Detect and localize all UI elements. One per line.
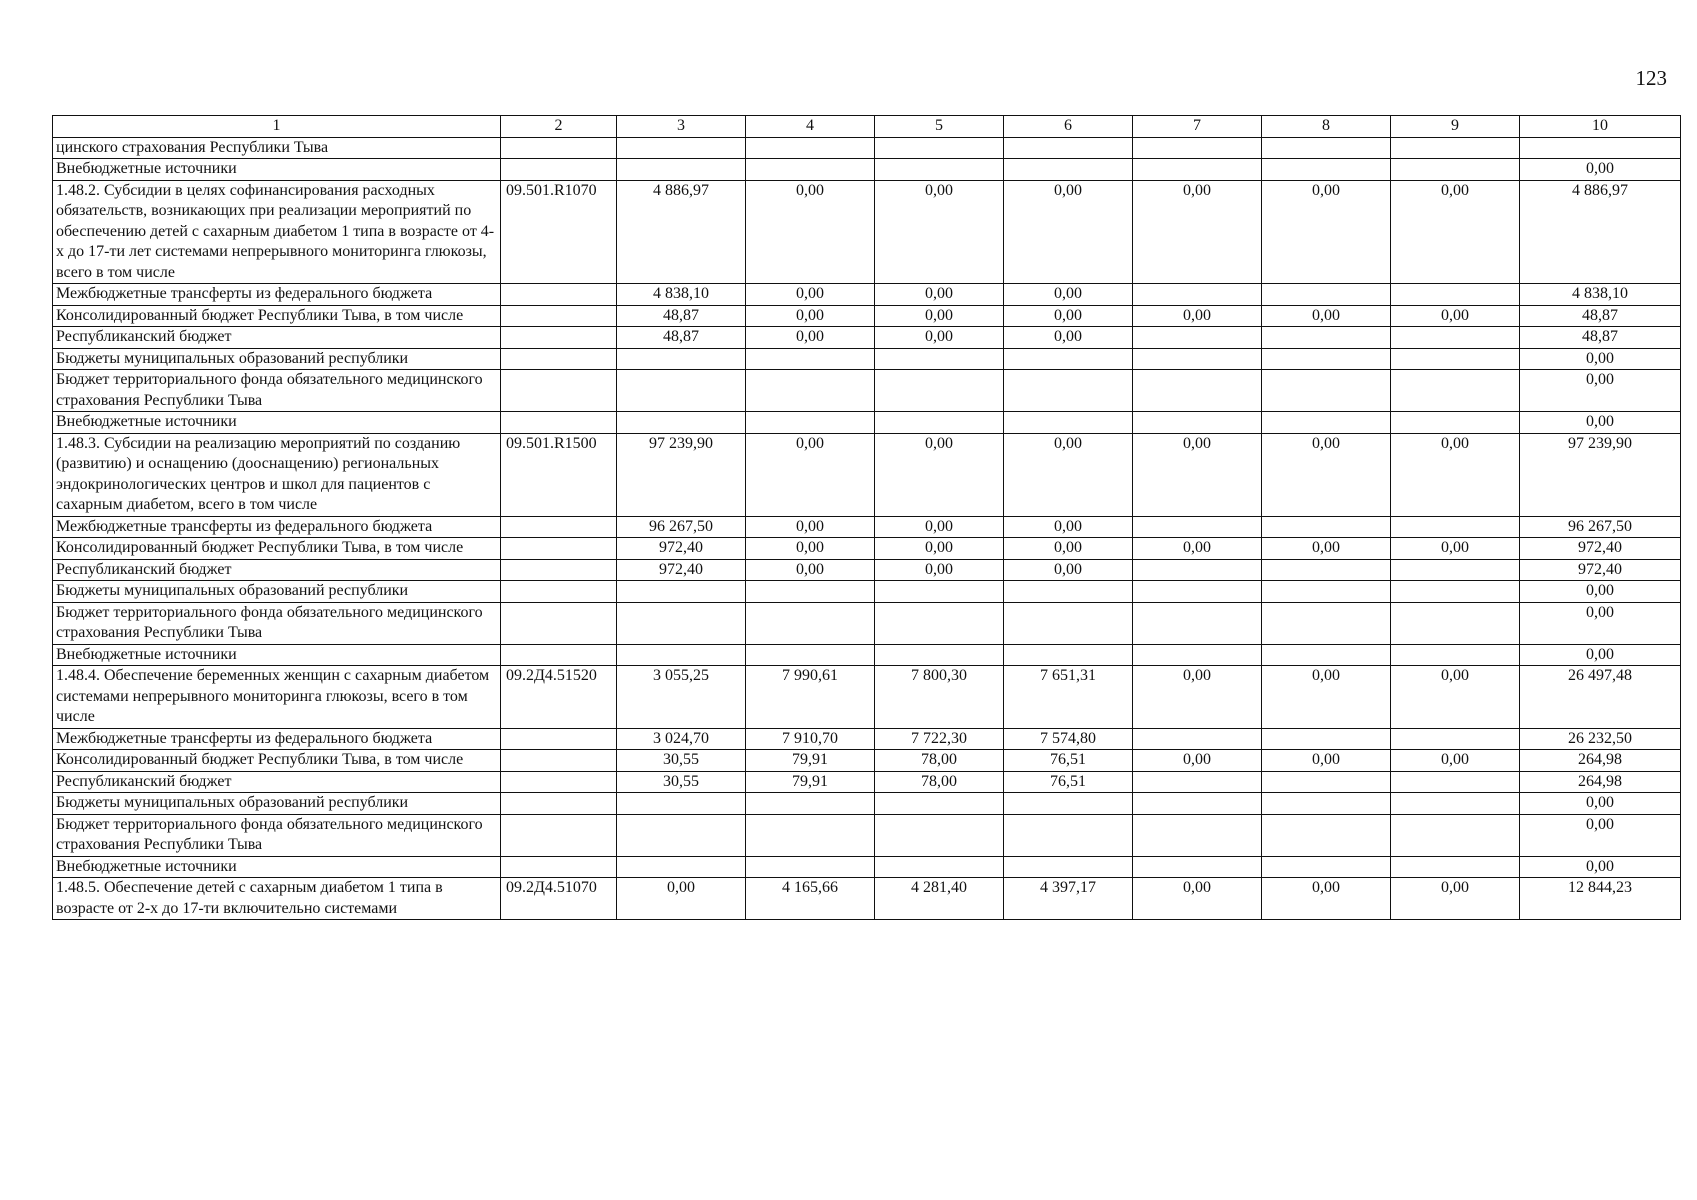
total-cell: 264,98: [1520, 771, 1681, 793]
value-cell: [1262, 516, 1391, 538]
value-cell: 7 990,61: [746, 666, 875, 729]
value-cell: [1262, 137, 1391, 159]
code-cell: [501, 327, 617, 349]
table-body: [53, 137, 1681, 920]
value-cell: [875, 370, 1004, 412]
table-row: [53, 327, 1681, 349]
value-cell: [1391, 856, 1520, 878]
value-cell: [1133, 728, 1262, 750]
value-cell: 0,00: [875, 559, 1004, 581]
page-number: 123: [1635, 66, 1667, 90]
value-cell: [1391, 602, 1520, 644]
total-cell: 264,98: [1520, 750, 1681, 772]
value-cell: [1004, 581, 1133, 603]
value-cell: [1262, 644, 1391, 666]
value-cell: 0,00: [746, 305, 875, 327]
value-cell: 48,87: [617, 327, 746, 349]
value-cell: [1391, 412, 1520, 434]
value-cell: [746, 412, 875, 434]
value-cell: 0,00: [1133, 433, 1262, 516]
value-cell: 0,00: [746, 516, 875, 538]
value-cell: 0,00: [1391, 750, 1520, 772]
description-cell: Консолидированный бюджет Республики Тыва, в том числе: [53, 750, 501, 772]
value-cell: [1133, 137, 1262, 159]
value-cell: [1262, 771, 1391, 793]
column-header: 3: [617, 116, 746, 138]
value-cell: 0,00: [1262, 750, 1391, 772]
value-cell: [1133, 348, 1262, 370]
code-cell: [501, 412, 617, 434]
value-cell: 7 574,80: [1004, 728, 1133, 750]
value-cell: [617, 793, 746, 815]
value-cell: [1262, 728, 1391, 750]
value-cell: 0,00: [1262, 433, 1391, 516]
value-cell: [1262, 412, 1391, 434]
value-cell: 0,00: [1004, 284, 1133, 306]
total-cell: 26 232,50: [1520, 728, 1681, 750]
total-cell: 0,00: [1520, 814, 1681, 856]
value-cell: [1004, 793, 1133, 815]
value-cell: 0,00: [617, 878, 746, 920]
total-cell: 0,00: [1520, 412, 1681, 434]
value-cell: [1391, 327, 1520, 349]
description-cell: Межбюджетные трансферты из федерального бюджета: [53, 284, 501, 306]
description-cell: Межбюджетные трансферты из федерального бюджета: [53, 516, 501, 538]
value-cell: [875, 793, 1004, 815]
value-cell: 78,00: [875, 771, 1004, 793]
value-cell: 972,40: [617, 559, 746, 581]
table-row: [53, 305, 1681, 327]
value-cell: 0,00: [1262, 538, 1391, 560]
table-row: [53, 750, 1681, 772]
value-cell: [1133, 559, 1262, 581]
value-cell: [1004, 814, 1133, 856]
total-cell: 48,87: [1520, 327, 1681, 349]
value-cell: 0,00: [875, 538, 1004, 560]
code-cell: 09.2Д4.51520: [501, 666, 617, 729]
total-cell: 96 267,50: [1520, 516, 1681, 538]
code-cell: [501, 602, 617, 644]
value-cell: [1133, 602, 1262, 644]
value-cell: [746, 856, 875, 878]
value-cell: 0,00: [1133, 305, 1262, 327]
code-cell: 09.501.R1500: [501, 433, 617, 516]
value-cell: [746, 793, 875, 815]
value-cell: 0,00: [1262, 305, 1391, 327]
value-cell: 7 722,30: [875, 728, 1004, 750]
description-cell: Республиканский бюджет: [53, 327, 501, 349]
description-cell: Консолидированный бюджет Республики Тыва, в том числе: [53, 305, 501, 327]
budget-table: [52, 115, 1681, 920]
value-cell: 0,00: [1133, 750, 1262, 772]
value-cell: [1262, 581, 1391, 603]
value-cell: 0,00: [875, 180, 1004, 284]
value-cell: 30,55: [617, 771, 746, 793]
value-cell: [1262, 856, 1391, 878]
value-cell: 79,91: [746, 771, 875, 793]
value-cell: [1004, 159, 1133, 181]
value-cell: 30,55: [617, 750, 746, 772]
value-cell: [1133, 814, 1262, 856]
value-cell: 0,00: [1262, 180, 1391, 284]
description-cell: Внебюджетные источники: [53, 412, 501, 434]
value-cell: 4 886,97: [617, 180, 746, 284]
value-cell: [617, 137, 746, 159]
total-cell: 12 844,23: [1520, 878, 1681, 920]
value-cell: 4 281,40: [875, 878, 1004, 920]
total-cell: 4 838,10: [1520, 284, 1681, 306]
code-cell: 09.2Д4.51070: [501, 878, 617, 920]
total-cell: 0,00: [1520, 581, 1681, 603]
code-cell: [501, 750, 617, 772]
code-cell: [501, 581, 617, 603]
value-cell: 0,00: [1391, 666, 1520, 729]
value-cell: 4 165,66: [746, 878, 875, 920]
value-cell: [1391, 159, 1520, 181]
table-row: [53, 793, 1681, 815]
table-row: [53, 284, 1681, 306]
value-cell: [1262, 348, 1391, 370]
value-cell: [1004, 602, 1133, 644]
value-cell: [875, 348, 1004, 370]
value-cell: 7 910,70: [746, 728, 875, 750]
description-cell: цинского страхования Республики Тыва: [53, 137, 501, 159]
value-cell: 0,00: [1262, 666, 1391, 729]
table-row: [53, 644, 1681, 666]
description-cell: 1.48.2. Субсидии в целях софинансирования расходных обязательств, возникающих при реализации мероприятий по обеспечению детей с сахарным диабетом 1 типа в возрасте от 4-х до 17-ти лет системами непрерывного мониторинга глюкозы, всего в том числе: [53, 180, 501, 284]
value-cell: [1133, 644, 1262, 666]
value-cell: 0,00: [1004, 559, 1133, 581]
value-cell: [1004, 856, 1133, 878]
value-cell: 0,00: [746, 433, 875, 516]
table-row: [53, 728, 1681, 750]
code-cell: [501, 516, 617, 538]
value-cell: [875, 814, 1004, 856]
total-cell: 0,00: [1520, 856, 1681, 878]
value-cell: [1262, 602, 1391, 644]
code-cell: [501, 348, 617, 370]
table-row: [53, 814, 1681, 856]
value-cell: [1391, 728, 1520, 750]
value-cell: [746, 137, 875, 159]
value-cell: 0,00: [1004, 433, 1133, 516]
column-header: 9: [1391, 116, 1520, 138]
value-cell: 0,00: [1391, 538, 1520, 560]
value-cell: [875, 581, 1004, 603]
value-cell: [746, 644, 875, 666]
value-cell: 97 239,90: [617, 433, 746, 516]
value-cell: 0,00: [1133, 666, 1262, 729]
value-cell: 0,00: [1004, 180, 1133, 284]
value-cell: 0,00: [1391, 433, 1520, 516]
value-cell: [617, 814, 746, 856]
value-cell: 0,00: [1133, 538, 1262, 560]
code-cell: [501, 771, 617, 793]
table-row: [53, 878, 1681, 920]
total-cell: 0,00: [1520, 348, 1681, 370]
code-cell: [501, 305, 617, 327]
table-row: [53, 538, 1681, 560]
table-row: [53, 771, 1681, 793]
value-cell: 0,00: [875, 433, 1004, 516]
value-cell: 3 024,70: [617, 728, 746, 750]
description-cell: Республиканский бюджет: [53, 771, 501, 793]
value-cell: 7 800,30: [875, 666, 1004, 729]
value-cell: [1262, 793, 1391, 815]
value-cell: 0,00: [746, 284, 875, 306]
code-cell: [501, 370, 617, 412]
value-cell: 0,00: [875, 327, 1004, 349]
column-header: 6: [1004, 116, 1133, 138]
code-cell: [501, 728, 617, 750]
value-cell: 4 397,17: [1004, 878, 1133, 920]
table-row: [53, 581, 1681, 603]
column-header: 5: [875, 116, 1004, 138]
column-header: 8: [1262, 116, 1391, 138]
value-cell: [617, 348, 746, 370]
value-cell: [1262, 159, 1391, 181]
value-cell: 0,00: [1133, 878, 1262, 920]
column-header: 7: [1133, 116, 1262, 138]
total-cell: 0,00: [1520, 159, 1681, 181]
value-cell: 972,40: [617, 538, 746, 560]
value-cell: [617, 581, 746, 603]
description-cell: Бюджет территориального фонда обязательного медицинского страхования Республики Тыва: [53, 370, 501, 412]
value-cell: 0,00: [1391, 878, 1520, 920]
value-cell: [1133, 581, 1262, 603]
total-cell: 4 886,97: [1520, 180, 1681, 284]
value-cell: [1391, 814, 1520, 856]
description-cell: 1.48.5. Обеспечение детей с сахарным диабетом 1 типа в возрасте от 2-х до 17-ти включительно системами: [53, 878, 501, 920]
total-cell: 0,00: [1520, 370, 1681, 412]
value-cell: 0,00: [1133, 180, 1262, 284]
value-cell: [1391, 771, 1520, 793]
description-cell: 1.48.3. Субсидии на реализацию мероприятий по созданию (развитию) и оснащению (дооснащению) региональных эндокринологических центров и школ для пациентов с сахарным диабетом, всего в том числе: [53, 433, 501, 516]
table-row: [53, 856, 1681, 878]
value-cell: [1262, 327, 1391, 349]
value-cell: 4 838,10: [617, 284, 746, 306]
value-cell: [1391, 793, 1520, 815]
description-cell: Внебюджетные источники: [53, 159, 501, 181]
value-cell: [875, 159, 1004, 181]
code-cell: [501, 284, 617, 306]
value-cell: 3 055,25: [617, 666, 746, 729]
code-cell: [501, 538, 617, 560]
value-cell: [1133, 284, 1262, 306]
total-cell: [1520, 137, 1681, 159]
value-cell: [1004, 644, 1133, 666]
value-cell: [1133, 771, 1262, 793]
value-cell: 0,00: [1004, 538, 1133, 560]
table-row: [53, 348, 1681, 370]
total-cell: 0,00: [1520, 793, 1681, 815]
total-cell: 48,87: [1520, 305, 1681, 327]
code-cell: [501, 856, 617, 878]
value-cell: [1133, 793, 1262, 815]
value-cell: [1391, 137, 1520, 159]
code-cell: [501, 793, 617, 815]
total-cell: 97 239,90: [1520, 433, 1681, 516]
value-cell: [617, 602, 746, 644]
value-cell: [875, 137, 1004, 159]
code-cell: [501, 559, 617, 581]
value-cell: [1133, 327, 1262, 349]
value-cell: 96 267,50: [617, 516, 746, 538]
code-cell: [501, 814, 617, 856]
value-cell: [1391, 516, 1520, 538]
value-cell: [617, 370, 746, 412]
value-cell: 78,00: [875, 750, 1004, 772]
value-cell: [1004, 370, 1133, 412]
table-row: [53, 370, 1681, 412]
value-cell: [875, 412, 1004, 434]
table-row: [53, 602, 1681, 644]
value-cell: 0,00: [746, 327, 875, 349]
value-cell: [875, 644, 1004, 666]
total-cell: 0,00: [1520, 602, 1681, 644]
table-row: [53, 180, 1681, 284]
value-cell: [617, 644, 746, 666]
table-row: [53, 137, 1681, 159]
description-cell: Внебюджетные источники: [53, 644, 501, 666]
table-row: [53, 666, 1681, 729]
column-header: 10: [1520, 116, 1681, 138]
value-cell: [746, 814, 875, 856]
value-cell: 0,00: [746, 180, 875, 284]
value-cell: [1391, 284, 1520, 306]
description-cell: Межбюджетные трансферты из федерального бюджета: [53, 728, 501, 750]
value-cell: 79,91: [746, 750, 875, 772]
code-cell: [501, 137, 617, 159]
value-cell: 48,87: [617, 305, 746, 327]
description-cell: Бюджеты муниципальных образований республики: [53, 348, 501, 370]
value-cell: 0,00: [1004, 516, 1133, 538]
code-cell: [501, 159, 617, 181]
value-cell: [1262, 559, 1391, 581]
value-cell: 76,51: [1004, 771, 1133, 793]
header-row: [53, 116, 1681, 138]
value-cell: [1133, 159, 1262, 181]
value-cell: [1391, 644, 1520, 666]
value-cell: [1262, 814, 1391, 856]
value-cell: 0,00: [1004, 305, 1133, 327]
value-cell: [1262, 284, 1391, 306]
value-cell: [875, 602, 1004, 644]
table-row: [53, 433, 1681, 516]
table-row: [53, 559, 1681, 581]
value-cell: [1391, 348, 1520, 370]
value-cell: 0,00: [1391, 180, 1520, 284]
description-cell: Внебюджетные источники: [53, 856, 501, 878]
code-cell: [501, 644, 617, 666]
table-row: [53, 159, 1681, 181]
value-cell: [1004, 137, 1133, 159]
value-cell: [617, 159, 746, 181]
total-cell: 26 497,48: [1520, 666, 1681, 729]
value-cell: [746, 370, 875, 412]
code-cell: 09.501.R1070: [501, 180, 617, 284]
description-cell: Бюджеты муниципальных образований республики: [53, 581, 501, 603]
value-cell: [1133, 516, 1262, 538]
value-cell: [1391, 559, 1520, 581]
value-cell: 0,00: [875, 305, 1004, 327]
value-cell: [1391, 370, 1520, 412]
value-cell: [1262, 370, 1391, 412]
value-cell: [746, 159, 875, 181]
value-cell: [1004, 412, 1133, 434]
description-cell: Консолидированный бюджет Республики Тыва, в том числе: [53, 538, 501, 560]
value-cell: 0,00: [875, 284, 1004, 306]
description-cell: Бюджеты муниципальных образований республики: [53, 793, 501, 815]
table-row: [53, 412, 1681, 434]
value-cell: 0,00: [746, 538, 875, 560]
value-cell: [1391, 581, 1520, 603]
description-cell: 1.48.4. Обеспечение беременных женщин с сахарным диабетом системами непрерывного мониторинга глюкозы, всего в том числе: [53, 666, 501, 729]
description-cell: Бюджет территориального фонда обязательного медицинского страхования Республики Тыва: [53, 814, 501, 856]
total-cell: 972,40: [1520, 559, 1681, 581]
value-cell: [746, 581, 875, 603]
value-cell: 0,00: [1004, 327, 1133, 349]
value-cell: [1004, 348, 1133, 370]
value-cell: [746, 602, 875, 644]
value-cell: [617, 412, 746, 434]
value-cell: 0,00: [1391, 305, 1520, 327]
value-cell: 76,51: [1004, 750, 1133, 772]
value-cell: [617, 856, 746, 878]
value-cell: [1133, 412, 1262, 434]
column-header: 4: [746, 116, 875, 138]
description-cell: Бюджет территориального фонда обязательного медицинского страхования Республики Тыва: [53, 602, 501, 644]
table-row: [53, 516, 1681, 538]
column-header: 1: [53, 116, 501, 138]
total-cell: 972,40: [1520, 538, 1681, 560]
value-cell: 0,00: [746, 559, 875, 581]
description-cell: Республиканский бюджет: [53, 559, 501, 581]
column-header: 2: [501, 116, 617, 138]
value-cell: 7 651,31: [1004, 666, 1133, 729]
value-cell: [1133, 370, 1262, 412]
value-cell: [1133, 856, 1262, 878]
value-cell: 0,00: [1262, 878, 1391, 920]
total-cell: 0,00: [1520, 644, 1681, 666]
value-cell: 0,00: [875, 516, 1004, 538]
value-cell: [746, 348, 875, 370]
value-cell: [875, 856, 1004, 878]
